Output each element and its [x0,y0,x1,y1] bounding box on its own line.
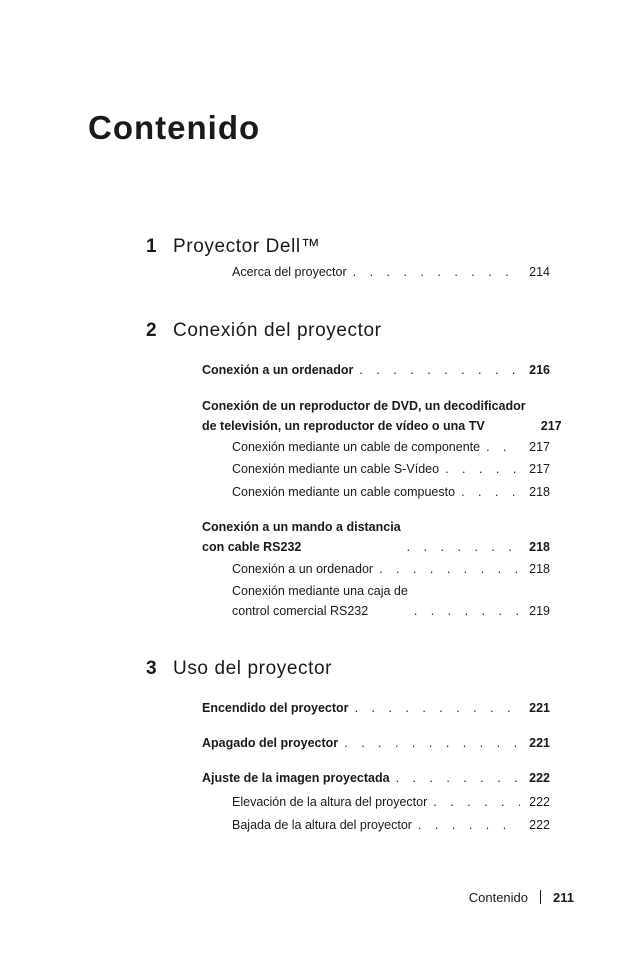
chapter-title: Uso del proyector [173,658,333,679]
chapter-heading [146,658,332,680]
dot-leader [461,482,520,502]
dot-leader [445,459,520,479]
toc-entry-page: 217 [540,419,562,433]
toc-entry-label: Conexión mediante un cable compuesto [232,485,456,499]
chapter-title: Conexión del proyector [173,320,382,341]
dot-leader [407,537,520,557]
toc-entry-label: Conexión a un ordenador [232,562,374,576]
toc-entry-label: Conexión mediante un cable S-Vídeo [232,462,440,476]
toc-entry[interactable] [202,768,550,788]
toc-entry[interactable] [202,698,550,718]
toc-entry-page: 217 [529,440,550,454]
toc-entry[interactable] [202,517,550,557]
toc-entry-label: Bajada de la altura del proyector [232,818,412,832]
page-footer [469,890,574,905]
chapter-number: 2 [146,320,158,341]
toc-entry-label-line: con cable RS232 [202,540,302,554]
toc-entry-label-line: Conexión mediante una caja de [232,584,408,598]
toc-entry-label: Conexión mediante un cable de componente [232,440,481,454]
toc-entry-label: Apagado del proyector [202,736,339,750]
dot-leader [344,733,520,753]
toc-entry-label [232,581,408,621]
toc-entry-label: Elevación de la altura del proyector [232,795,428,809]
toc-entry-label: Acerca del proyector [232,265,347,279]
dot-leader [418,815,520,835]
toc-entry[interactable] [232,482,550,502]
footer-page-number: 211 [553,890,574,905]
toc-entry-page: 221 [529,701,550,715]
chapter-heading [146,320,382,342]
page-title: Contenido [88,109,261,146]
toc-entry-label: Ajuste de la imagen proyectada [202,771,390,785]
toc-entry[interactable] [232,459,550,479]
toc-entry[interactable] [232,792,550,812]
toc-entry[interactable] [202,360,550,380]
toc-entry[interactable] [232,581,550,621]
dot-leader [396,768,520,788]
chapter-number: 1 [146,236,158,257]
toc-entry-page: 222 [529,771,550,785]
chapter-title: Proyector Dell™ [173,236,321,257]
dot-leader [379,559,520,579]
dot-leader [414,601,520,621]
toc-entry-page: 218 [529,562,550,576]
toc-entry-label-line: Conexión a un mando a distancia [202,520,401,534]
chapter-number: 3 [146,658,158,679]
toc-entry[interactable] [202,396,562,436]
chapter-heading [146,236,320,258]
toc-entry-page: 216 [529,363,550,377]
toc-entry[interactable] [232,262,550,282]
toc-entry-page: 218 [529,485,550,499]
toc-entry-page: 218 [529,540,550,554]
toc-entry-page: 217 [529,462,550,476]
toc-entry[interactable] [232,815,550,835]
dot-leader [486,437,520,457]
toc-entry[interactable] [202,733,550,753]
toc-entry-page: 222 [529,818,550,832]
toc-entry-label: Conexión a un ordenador [202,363,354,377]
toc-entry-label-line: de televisión, un reproductor de vídeo o una TV [202,419,485,433]
dot-leader [359,360,520,380]
footer-divider [540,890,541,904]
dot-leader [433,792,520,812]
dot-leader [355,698,520,718]
toc-entry-page: 221 [529,736,550,750]
toc-entry[interactable] [232,559,550,579]
toc-entry-label [202,396,526,436]
toc-entry-label-line: Conexión de un reproductor de DVD, un decodificador [202,399,526,413]
dot-leader [353,262,520,282]
footer-section: Contenido [468,890,529,905]
toc-entry-page: 219 [529,604,550,618]
toc-entry-label: Encendido del proyector [202,701,349,715]
toc-entry-page: 222 [529,795,550,809]
toc-entry-label-line: control comercial RS232 [232,604,369,618]
toc-entry-label [202,517,401,557]
toc-entry[interactable] [232,437,550,457]
toc-entry-page: 214 [529,265,550,279]
